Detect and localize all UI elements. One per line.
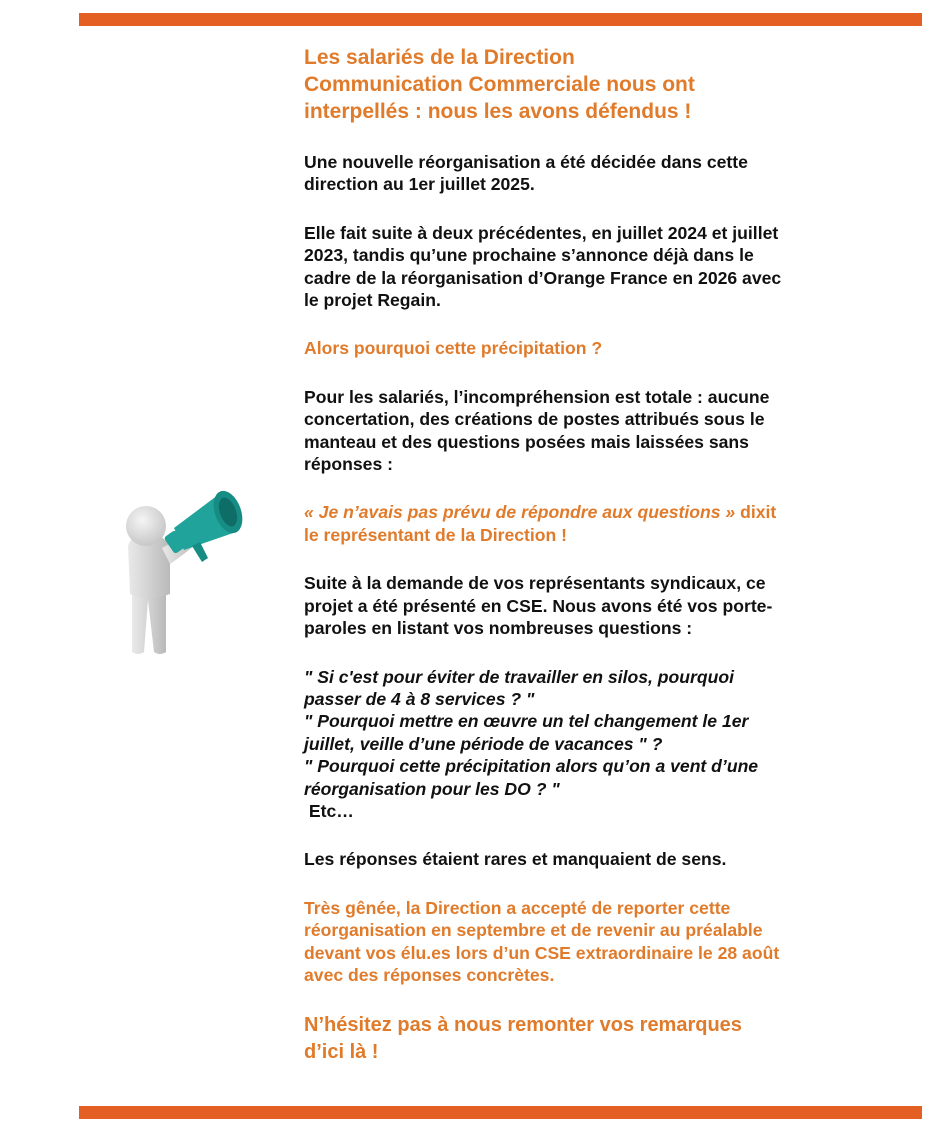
title-line: Communication Commerciale nous ont <box>304 73 695 96</box>
text-line: cadre de la réorganisation d’Orange France en 2026 avec <box>304 267 782 288</box>
question-line: juillet, veille d’une période de vacances " ? <box>304 733 663 754</box>
text-line: manteau et des questions posées mais laissées sans <box>304 431 749 452</box>
paragraph-context <box>304 222 849 312</box>
question-line: " Si c'est pour éviter de travailler en silos, pourquoi <box>304 666 735 687</box>
text-line: paroles en listant vos nombreuses questions : <box>304 618 693 639</box>
question-line: réorganisation pour les DO ? " <box>304 778 560 799</box>
question-line: passer de 4 à 8 services ? " <box>304 688 535 709</box>
text-line: d’ici là ! <box>304 1041 379 1064</box>
top-accent-bar <box>79 13 922 26</box>
text-line: avec des réponses concrètes. <box>304 964 555 985</box>
text-line: Suite à la demande de vos représentants syndicaux, ce <box>304 573 766 594</box>
article-title <box>304 44 849 125</box>
text-line: le projet Regain. <box>304 290 441 311</box>
title-line: Les salariés de la Direction <box>304 46 575 69</box>
text-line: concertation, des créations de postes attribués sous le <box>304 409 765 430</box>
quote-attribution: dixit <box>735 502 777 523</box>
bottom-accent-bar <box>79 1106 922 1119</box>
text-line: réorganisation en septembre et de revenir au préalable <box>304 920 763 941</box>
text-line: réponses : <box>304 454 393 475</box>
paragraph-cse <box>304 572 849 639</box>
closing-call-to-action <box>304 1012 849 1066</box>
text-line: Une nouvelle réorganisation a été décidée dans cette <box>304 152 748 172</box>
paragraph-intro <box>304 151 849 196</box>
text-line: Très gênée, la Direction a accepté de reporter cette <box>304 897 731 918</box>
paragraph-postponement <box>304 897 849 987</box>
text-line: projet a été présenté en CSE. Nous avons été vos porte- <box>304 595 773 616</box>
megaphone-person-icon <box>118 470 248 660</box>
question-line: " Pourquoi cette précipitation alors qu’on a vent d’une <box>304 756 759 777</box>
text-line: direction au 1er juillet 2025. <box>304 174 535 195</box>
etc-line: Etc… <box>304 800 354 821</box>
text-line: 2023, tandis qu’une prochaine s’annonce déjà dans le <box>304 245 754 266</box>
question-heading: Alors pourquoi cette précipitation ? <box>304 338 603 359</box>
paragraph-employees <box>304 386 849 476</box>
text-line: Elle fait suite à deux précédentes, en juillet 2024 et juillet <box>304 222 779 243</box>
questions-list <box>304 666 849 800</box>
paragraph-answers: Les réponses étaient rares et manquaient de sens. <box>304 849 727 870</box>
quote-text: « Je n’avais pas prévu de répondre aux questions » <box>304 502 736 523</box>
question-line: " Pourquoi mettre en œuvre un tel changement le 1er <box>304 711 749 732</box>
text-line: Pour les salariés, l’incompréhension est totale : aucune <box>304 386 770 407</box>
text-line: N’hésitez pas à nous remonter vos remarques <box>304 1014 742 1037</box>
management-quote <box>304 501 849 546</box>
quote-attribution: le représentant de la Direction ! <box>304 524 568 545</box>
article-body <box>304 44 849 1066</box>
text-line: devant vos élu.es lors d’un CSE extraordinaire le 28 août <box>304 942 780 963</box>
title-line: interpellés : nous les avons défendus ! <box>304 100 692 123</box>
